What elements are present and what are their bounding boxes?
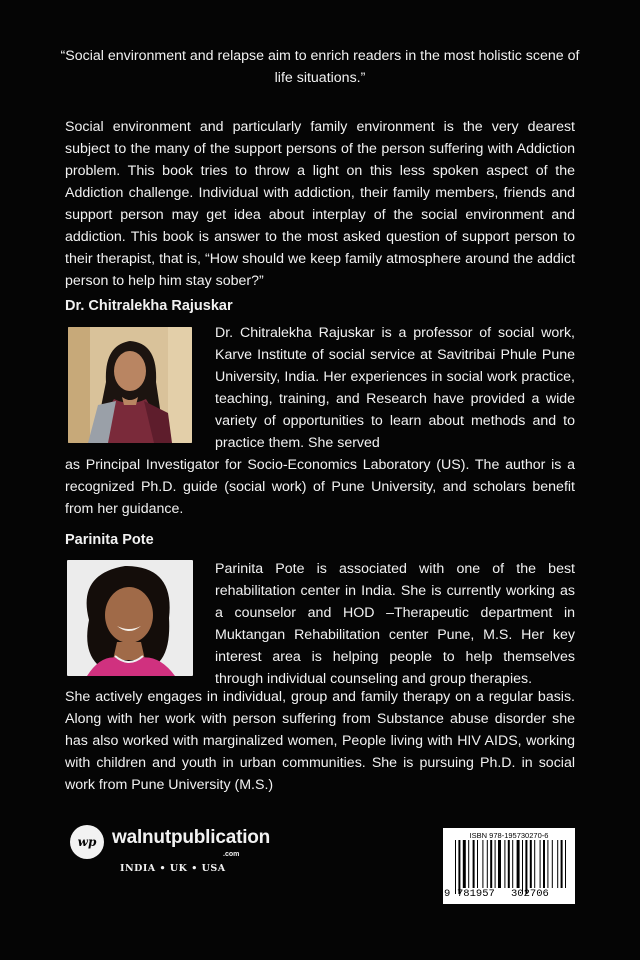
- barcode-bar: [455, 840, 456, 894]
- barcode-bar: [561, 840, 563, 888]
- isbn-number: ISBN 978-195730270-6: [469, 831, 549, 840]
- barcode-bar: [504, 840, 505, 888]
- barcode-bar: [534, 840, 535, 888]
- barcode-bar: [473, 840, 475, 888]
- barcode-bar: [477, 840, 478, 888]
- barcode-digits-right: 302706: [511, 888, 549, 900]
- barcode-digit-lead: 9: [444, 888, 451, 900]
- barcode-bar: [557, 840, 558, 888]
- publisher-locations: INDIA • UK • USA: [120, 863, 226, 874]
- barcode-bar: [498, 840, 501, 888]
- barcode-bar: [547, 840, 548, 888]
- author1-name: Dr. Chitralekha Rajuskar: [65, 298, 233, 314]
- barcode-bar: [540, 840, 541, 888]
- barcode-bar: [530, 840, 532, 888]
- isbn-barcode: [443, 828, 575, 904]
- barcode-bar: [468, 840, 469, 888]
- barcode-bar: [522, 840, 523, 894]
- book-description: Social environment and particularly family environment is the very dearest subject to the many of the support persons of the person suffering with Addiction problem. This book tries to throw a light on this less spoken aspect of the Addiction challenge. Individual with addiction, their family members, friends and support person may get idea about interplay of the social environment and addiction. This book is answer to the most asked question of support person to their therapist, that is, “How should we keep family atmosphere around the addict person to help him stay sober?”: [65, 119, 575, 289]
- barcode-bar: [482, 840, 483, 888]
- author2-name: Parinita Pote: [65, 532, 154, 548]
- barcode-bar: [512, 840, 513, 888]
- barcode-bar: [565, 840, 566, 888]
- author1-photo: [68, 327, 192, 443]
- barcode-digits-left: 781957: [457, 888, 495, 900]
- barcode-bar: [543, 840, 545, 888]
- author2-bio-continued: She actively engages in individual, group and family therapy on a regular basis. Along with her work with person suffering from Substance abuse disorder she has also worked with marginalized women, People living with HIV AIDS, working with children and youth in urban communities. She is pursuing Ph.D. in social work from Pune University (M.S.): [65, 689, 575, 793]
- author1-bio: Dr. Chitralekha Rajuskar is a professor of social work, Karve Institute of social service at Savitribai Phule Pune University, India. Her experiences in social work practice, teaching, training, and Research have provided a wide variety of opportunities to learn about methods and to practice them. She served: [215, 325, 575, 451]
- barcode-bar: [458, 840, 460, 894]
- publisher-domain: .com: [223, 851, 240, 858]
- barcode-bar: [463, 840, 466, 888]
- back-cover-quote: “Social environment and relapse aim to enrich readers in the most holistic scene of life situations.”: [60, 48, 580, 86]
- barcode-bar: [490, 840, 492, 888]
- barcode-bar: [495, 840, 496, 888]
- barcode-bar: [517, 840, 520, 888]
- author1-bio-continued: as Principal Investigator for Socio-Economics Laboratory (US). The author is a recognized Ph.D. guide (social work) of Pune University, and scholars benefit from her guidance.: [65, 457, 575, 517]
- barcode-bar: [552, 840, 553, 888]
- barcode-bar: [487, 840, 488, 888]
- publisher-mark-icon: wp: [70, 825, 104, 859]
- author2-bio: Parinita Pote is associated with one of the best rehabilitation center in India. She is currently working as a counselor and HOD –Therapeutic department in Muktangan Rehabilitation center Pune, M.S. Her key interest area is helping people to help themselves through individual counseling and group therapies.: [215, 561, 575, 687]
- publisher-name: walnutpublication: [112, 827, 271, 848]
- barcode-bar: [525, 840, 527, 894]
- author2-photo: [67, 560, 193, 676]
- barcode-bar: [508, 840, 510, 888]
